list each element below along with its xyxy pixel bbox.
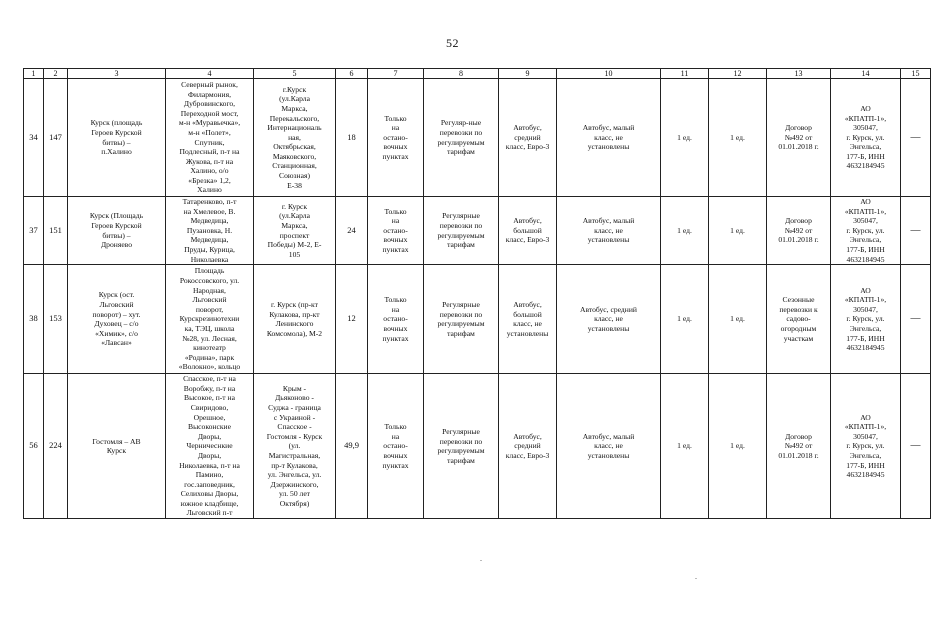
boarding-procedure: Только на остано- вочных пунктах	[368, 79, 424, 197]
column-number: 5	[254, 69, 336, 79]
vehicle-count-alt: 1 ед.	[709, 197, 767, 265]
transport-type: Регулярные перевозки по регулируемым тарифам	[424, 265, 499, 374]
column-number: 13	[767, 69, 831, 79]
vehicle-count: 1 ед.	[661, 197, 709, 265]
route-number: 151	[44, 197, 68, 265]
route-reg-number: 37	[24, 197, 44, 265]
route-streets: г.Курск (ул.Карла Маркса, Перекальского, Интернациональ ная, Октябрьская, Маяковского, Станционная, Союзная) Е-38	[254, 79, 336, 197]
vehicle-count: 1 ед.	[661, 79, 709, 197]
table-row	[24, 197, 931, 265]
transport-type: Регуляр-ные перевозки по регулируемым тарифам	[424, 79, 499, 197]
intermediate-stops: Татаренково, п-т на Хмелевое, В. Медведица, Пузановка, Н. Медведица, Пруды, Курица, Николаевка	[166, 197, 254, 265]
column-number: 11	[661, 69, 709, 79]
notes: —	[901, 374, 931, 519]
route-streets: г. Курск (пр-кт Кулакова, пр-кт Ленинского Комсомола), М-2	[254, 265, 336, 374]
vehicle-class: Автобус, большой класс, Евро-3	[499, 197, 557, 265]
page-number: 52	[446, 36, 459, 50]
vehicle-class: Автобус, средний класс, Евро-3	[499, 374, 557, 519]
carrier-info: АО «КПАТП-1», 305047, г. Курск, ул. Энгельса, 177-Б, ИНН 4632184945	[831, 265, 901, 374]
column-number: 8	[424, 69, 499, 79]
column-number: 2	[44, 69, 68, 79]
vehicle-count-alt: 1 ед.	[709, 79, 767, 197]
column-number: 12	[709, 69, 767, 79]
table-row	[24, 265, 931, 374]
route-length: 24	[336, 197, 368, 265]
route-reg-number: 56	[24, 374, 44, 519]
vehicle-count: 1 ед.	[661, 374, 709, 519]
route-length: 18	[336, 79, 368, 197]
boarding-procedure: Только на остано- вочных пунктах	[368, 197, 424, 265]
carrier-info: АО «КПАТП-1», 305047, г. Курск, ул. Энгельса, 177-Б, ИНН 4632184945	[831, 79, 901, 197]
table-row	[24, 374, 931, 519]
route-register-table	[23, 68, 931, 519]
column-number: 3	[68, 69, 166, 79]
vehicle-class: Автобус, средний класс, Евро-3	[499, 79, 557, 197]
column-number: 10	[557, 69, 661, 79]
notes: —	[901, 79, 931, 197]
route-number: 224	[44, 374, 68, 519]
route-reg-number: 38	[24, 265, 44, 374]
vehicle-class-alt: Автобус, малый класс, не установлены	[557, 197, 661, 265]
contract-info: Сезонные перевозки к садово- огородным участкам	[767, 265, 831, 374]
route-number: 147	[44, 79, 68, 197]
route-name: Курск (ост. Льговский поворот) – хут. Духовец – с/о «Химик», с/о «Лавсан»	[68, 265, 166, 374]
carrier-info: АО «КПАТП-1», 305047, г. Курск, ул. Энгельса, 177-Б, ИНН 4632184945	[831, 374, 901, 519]
route-name: Курск (площадь Героев Курской битвы) – п.Халино	[68, 79, 166, 197]
notes: —	[901, 265, 931, 374]
vehicle-class: Автобус, большой класс, не установлены	[499, 265, 557, 374]
boarding-procedure: Только на остано- вочных пунктах	[368, 265, 424, 374]
intermediate-stops: Северный рынок, Филармония, Дубровинского, Переходной мост, м-н «Муравьечка», м-н «Полет», Спутник, Подлесный, п-т на Жукова, п-т на Халино, о/о «Брезка» 1,2, Халино	[166, 79, 254, 197]
vehicle-class-alt: Автобус, средний класс, не установлены	[557, 265, 661, 374]
column-number-row	[24, 69, 931, 79]
column-number: 7	[368, 69, 424, 79]
scan-speck	[695, 578, 697, 579]
column-number: 15	[901, 69, 931, 79]
vehicle-class-alt: Автобус, малый класс, не установлены	[557, 374, 661, 519]
transport-type: Регулярные перевозки по регулируемым тарифам	[424, 197, 499, 265]
intermediate-stops: Площадь Рокоссовского, ул. Народная, Льговский поворот, Курскрезинотехни ка, ТЭЦ, школа №28, ул. Лесная, кинотеатр «Родина», парк «Волокно», кольцо	[166, 265, 254, 374]
vehicle-count-alt: 1 ед.	[709, 374, 767, 519]
transport-type: Регулярные перевозки по регулируемым тарифам	[424, 374, 499, 519]
boarding-procedure: Только на остано- вочных пунктах	[368, 374, 424, 519]
column-number: 14	[831, 69, 901, 79]
carrier-info: АО «КПАТП-1», 305047, г. Курск, ул. Энгельса, 177-Б, ИНН 4632184945	[831, 197, 901, 265]
contract-info: Договор №492 от 01.01.2018 г.	[767, 374, 831, 519]
vehicle-count: 1 ед.	[661, 265, 709, 374]
route-name: Гостомля – АВ Курск	[68, 374, 166, 519]
column-number: 1	[24, 69, 44, 79]
intermediate-stops: Спасское, п-т на Воробжу, п-т на Высокое, п-т на Свиридово, Орешное, Высоконские Дворы, Черничеснкие Дворы, Николаевка, п-т на Памино, гос.заповедник, Селиховы Дворы, южное кладбище, Льговский п-т	[166, 374, 254, 519]
notes: —	[901, 197, 931, 265]
route-streets: Крым - Дьяконово - Суджа - граница с Украиной - Спасское - Гостомля - Курск (ул. Магистральная, пр-т Кулакова, ул. Энгельса, ул. Дзержинского, ул. 50 лет Октября)	[254, 374, 336, 519]
column-number: 9	[499, 69, 557, 79]
column-number: 4	[166, 69, 254, 79]
table-row	[24, 79, 931, 197]
scan-speck	[480, 560, 482, 561]
route-length: 12	[336, 265, 368, 374]
column-number: 6	[336, 69, 368, 79]
contract-info: Договор №492 от 01.01.2018 г.	[767, 197, 831, 265]
contract-info: Договор №492 от 01.01.2018 г.	[767, 79, 831, 197]
route-name: Курск (Площадь Героев Курской битвы) – Дроняево	[68, 197, 166, 265]
vehicle-class-alt: Автобус, малый класс, не установлены	[557, 79, 661, 197]
route-number: 153	[44, 265, 68, 374]
route-length: 49,9	[336, 374, 368, 519]
route-streets: г. Курск (ул.Карла Маркса, проспект Победы) М-2, Е- 105	[254, 197, 336, 265]
route-reg-number: 34	[24, 79, 44, 197]
vehicle-count-alt: 1 ед.	[709, 265, 767, 374]
